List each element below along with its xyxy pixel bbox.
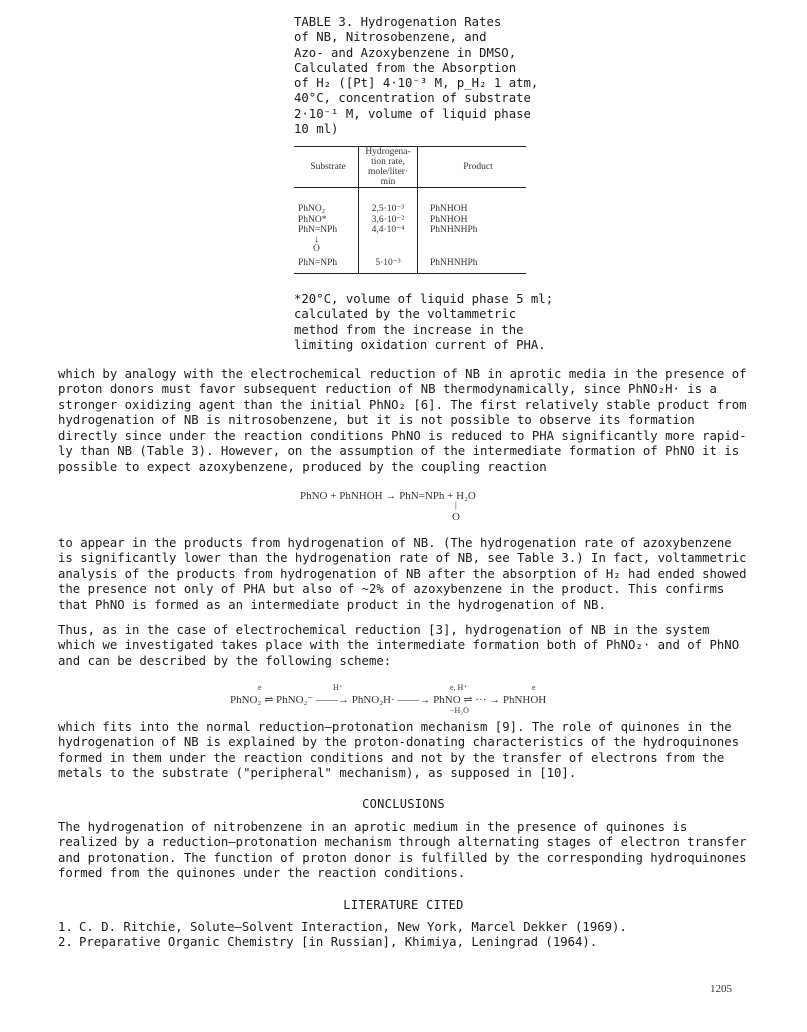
arrow-down-icon: ↓: [314, 233, 319, 245]
reference-number: 2.: [58, 935, 73, 949]
product-cell: PhNHNHPh: [430, 225, 478, 235]
caption-line: TABLE 3. Hydrogenation Rates: [294, 15, 502, 29]
electron-proton-label: e, H⁺: [450, 683, 468, 692]
reference-item: [58, 920, 627, 935]
rate-cell: 2,5·10⁻³: [359, 204, 418, 215]
rate-cell: 3,6·10⁻²: [359, 215, 418, 226]
col-header-product: Product: [463, 162, 493, 172]
caption-line: 40°C, concentration of substrate: [294, 91, 531, 106]
oxygen-atom: O: [452, 511, 460, 523]
paragraph: which fits into the normal reduction–protonation mechanism [9]. The role of quinones in the hydrogenation of NB is explained by the proton-donating characteristics of the hydroquinones formed in them under the reaction conditions and not by the transfer of electrons from the metals to the substrate ("peripheral" mechanism), as supposed in [10].: [58, 720, 740, 781]
proton-label: H⁺: [333, 683, 343, 692]
reference-number: 1.: [58, 920, 73, 934]
coupling-reaction-equation: PhNO + PhNHOH → PhN=NPh + H₂O: [300, 490, 476, 502]
table-caption: [294, 15, 574, 137]
conclusions-heading: CONCLUSIONS: [362, 797, 445, 811]
caption-line: of H₂ ([Pt] 4·10⁻³ M, p_H₂ 1 atm,: [294, 76, 539, 91]
reference-text: Preparative Organic Chemistry [in Russian], Khimiya, Leningrad (1964).: [79, 935, 598, 949]
reference-item: [58, 935, 597, 950]
product-cell: PhNHOH: [430, 204, 468, 214]
product-cell: PhNHNHPh: [418, 255, 527, 274]
water-loss-label: −H₂O: [450, 706, 469, 715]
literature-heading: LITERATURE CITED: [343, 898, 464, 912]
page-number: 1205: [710, 983, 732, 995]
substrate-cell: PhNO*: [298, 214, 327, 225]
rate-cell: 4,4·10⁻⁴: [359, 225, 418, 255]
substrate-cell: PhNO₂: [298, 204, 326, 214]
oxygen-atom: O: [313, 243, 320, 254]
product-cell: PhNHOH: [430, 214, 468, 225]
caption-line: of NB, Nitrosobenzene, and: [294, 30, 487, 45]
col-header-substrate: Substrate: [310, 162, 346, 172]
table-footnote: *20°C, volume of liquid phase 5 ml; calculated by the voltammetric method from the increase in the limiting oxidation current of PHA.: [294, 292, 554, 353]
conclusions-paragraph: The hydrogenation of nitrobenzene in an aprotic medium in the presence of quinones is realized by a reduction–protonation mechanism through alternating stages of electron transfer and protonation. The function of proton donor is fulfilled by the corresponding hydroquinones formed from the quinones under the reaction conditions.: [58, 820, 747, 881]
caption-line: Calculated from the Absorption: [294, 60, 517, 75]
caption-line: 2·10⁻¹ M, volume of liquid phase: [294, 106, 531, 121]
table-row: [294, 215, 526, 226]
col-header-rate: Hydrogena- tion rate, mole/liter· min: [359, 147, 418, 188]
reduction-scheme-equation: PhNO₂ ⇌ PhNO₂⁻ ——→ PhNO₂H· ——→ PhNO ⇌ ··· → PhNHOH: [230, 694, 547, 706]
electron-label: e: [532, 683, 536, 692]
table-row: [294, 204, 526, 215]
substrate-cell: PhN=NPh: [294, 255, 359, 274]
bond-line: |: [455, 500, 457, 510]
hydrogenation-rates-table: [294, 146, 526, 274]
table-row: [294, 225, 526, 255]
table-row: [294, 255, 526, 274]
rate-cell: 5·10⁻³: [359, 255, 418, 274]
electron-label: e: [258, 683, 262, 692]
caption-line: 10 ml): [294, 122, 339, 137]
paragraph: Thus, as in the case of electrochemical reduction [3], hydrogenation of NB in the system which we investigated takes place with the intermediate formation both of PhNO₂· and of PhNO and can be described by the following scheme:: [58, 623, 740, 668]
reference-text: C. D. Ritchie, Solute–Solvent Interaction, New York, Marcel Dekker (1969).: [79, 920, 627, 934]
substrate-cell: PhN=NPh ↓ O: [294, 225, 359, 255]
paragraph: which by analogy with the electrochemical reduction of NB in aprotic media in the presence of proton donors must favor subsequent reduction of NB thermodynamically, since PhNO₂H· is a stronger oxidizing agent than the initial PhNO₂ [6]. The first relatively stable product from hydrogenation of NB is nitrosobenzene, but it is not possible to observe its formation directly since under the reaction conditions PhNO is reduced to PHA significantly more rapid- ly than NB (Table 3). However, on the assumption of the intermediate formation of PhNO it is possible to expect azoxybenzene, produced by the coupling reaction: [58, 367, 747, 474]
paragraph: to appear in the products from hydrogenation of NB. (The hydrogenation rate of azoxybenzene is significantly lower than the hydrogenation rate of NB, see Table 3.) In fact, voltammetric analysis of the products from hydrogenation of NB after the absorption of H₂ had ended showed the presence not only of PHA but also of ~2% of azoxybenzene in the product. This confirms that PhNO is formed as an intermediate product in the hydrogenation of NB.: [58, 536, 747, 612]
caption-line: Azo- and Azoxybenzene in DMSO,: [294, 45, 517, 60]
